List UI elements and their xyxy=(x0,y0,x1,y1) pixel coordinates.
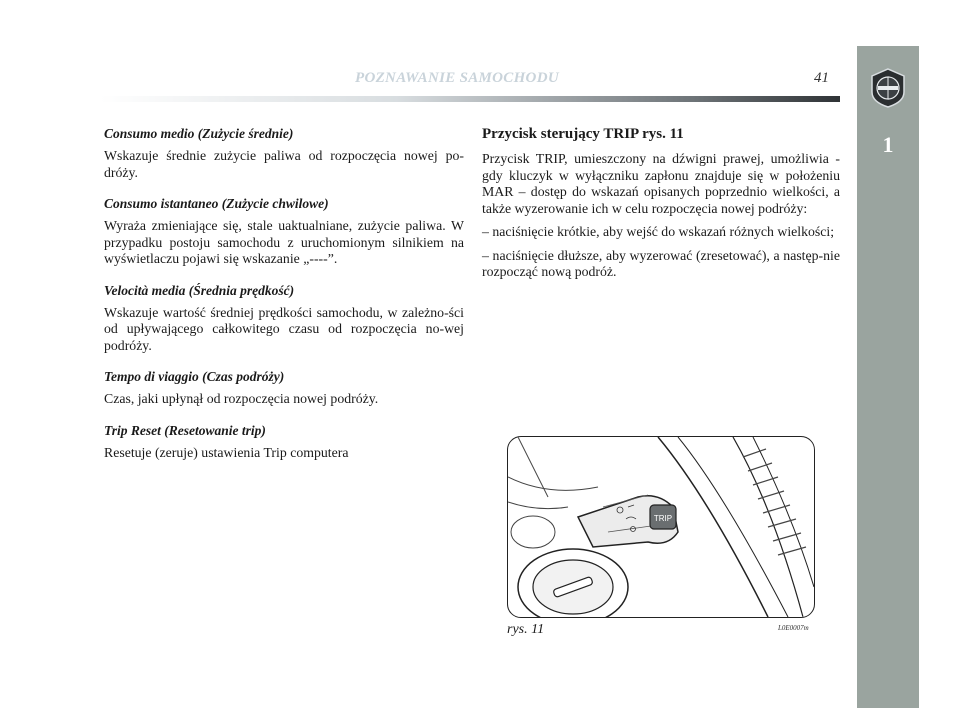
header-rule xyxy=(100,96,840,102)
entry-heading: Tempo di viaggio (Czas podróży) xyxy=(104,369,285,384)
entry-trip-reset xyxy=(104,423,464,462)
trip-button-label: TRIP xyxy=(653,514,673,523)
entry-body: Czas, jaki upłynął od rozpoczęcia nowej podróży. xyxy=(104,391,379,406)
entry-body: Resetuje (zeruje) ustawienia Trip computera xyxy=(104,444,349,460)
entry-velocita-media xyxy=(104,283,464,355)
figure-code: L0E0007m xyxy=(778,624,809,632)
entry-body: Wyraża zmieniające się, stale uaktualniane, zużycie paliwa. W przypadku postoju samochodu z uruchomionym silnikiem na wyświetlaczu pojawi się wskazanie „----”. xyxy=(104,218,464,266)
entry-heading: Trip Reset (Resetowanie trip) xyxy=(104,422,266,438)
chapter-number: 1 xyxy=(882,132,894,157)
page-number: 41 xyxy=(814,70,829,86)
entry-heading: Consumo medio (Zużycie średnie) xyxy=(104,126,294,141)
figure-caption: rys. 11 xyxy=(507,622,545,637)
entry-body: Wskazuje wartość średniej prędkości samochodu, w zależno-ści od upływającego całkowitego czasu od rozpoczęcia no-wej podróży. xyxy=(104,304,464,353)
lancia-logo-icon xyxy=(870,68,906,108)
figure-trip-lever xyxy=(507,436,815,618)
bullet-long-press: – naciśnięcie dłuższe, aby wyzerować (zresetować), a następ-nie rozpocząć nową podróż. xyxy=(482,247,840,279)
section-heading: Przycisk sterujący TRIP rys. 11 xyxy=(482,126,684,142)
entry-consumo-medio xyxy=(104,126,464,181)
trip-lever-illustration xyxy=(508,437,814,617)
entry-tempo-di-viaggio xyxy=(104,369,464,408)
entry-heading: Velocità media (Średnia prędkość) xyxy=(104,282,295,298)
section-title: POZNAWANIE SAMOCHODU xyxy=(355,70,559,86)
left-column xyxy=(104,126,464,476)
entry-heading: Consumo istantaneo (Zużycie chwilowe) xyxy=(104,196,329,211)
entry-consumo-istantaneo xyxy=(104,196,464,268)
entry-body: Wskazuje średnie zużycie paliwa od rozpoczęcia nowej po-dróży. xyxy=(104,148,464,180)
right-column xyxy=(482,126,840,288)
bullet-short-press: – naciśnięcie krótkie, aby wejść do wskazań różnych wielkości; xyxy=(482,224,835,239)
paragraph: Przycisk TRIP, umieszczony na dźwigni prawej, umożliwia - gdy kluczyk w wyłączniku zapłonu znajduje się w położeniu MAR – dostęp do wskazań opisanych poprzednio wielkości, a także wyzerowanie ich w celu rozpoczęcia nowej podróży: xyxy=(482,151,840,216)
